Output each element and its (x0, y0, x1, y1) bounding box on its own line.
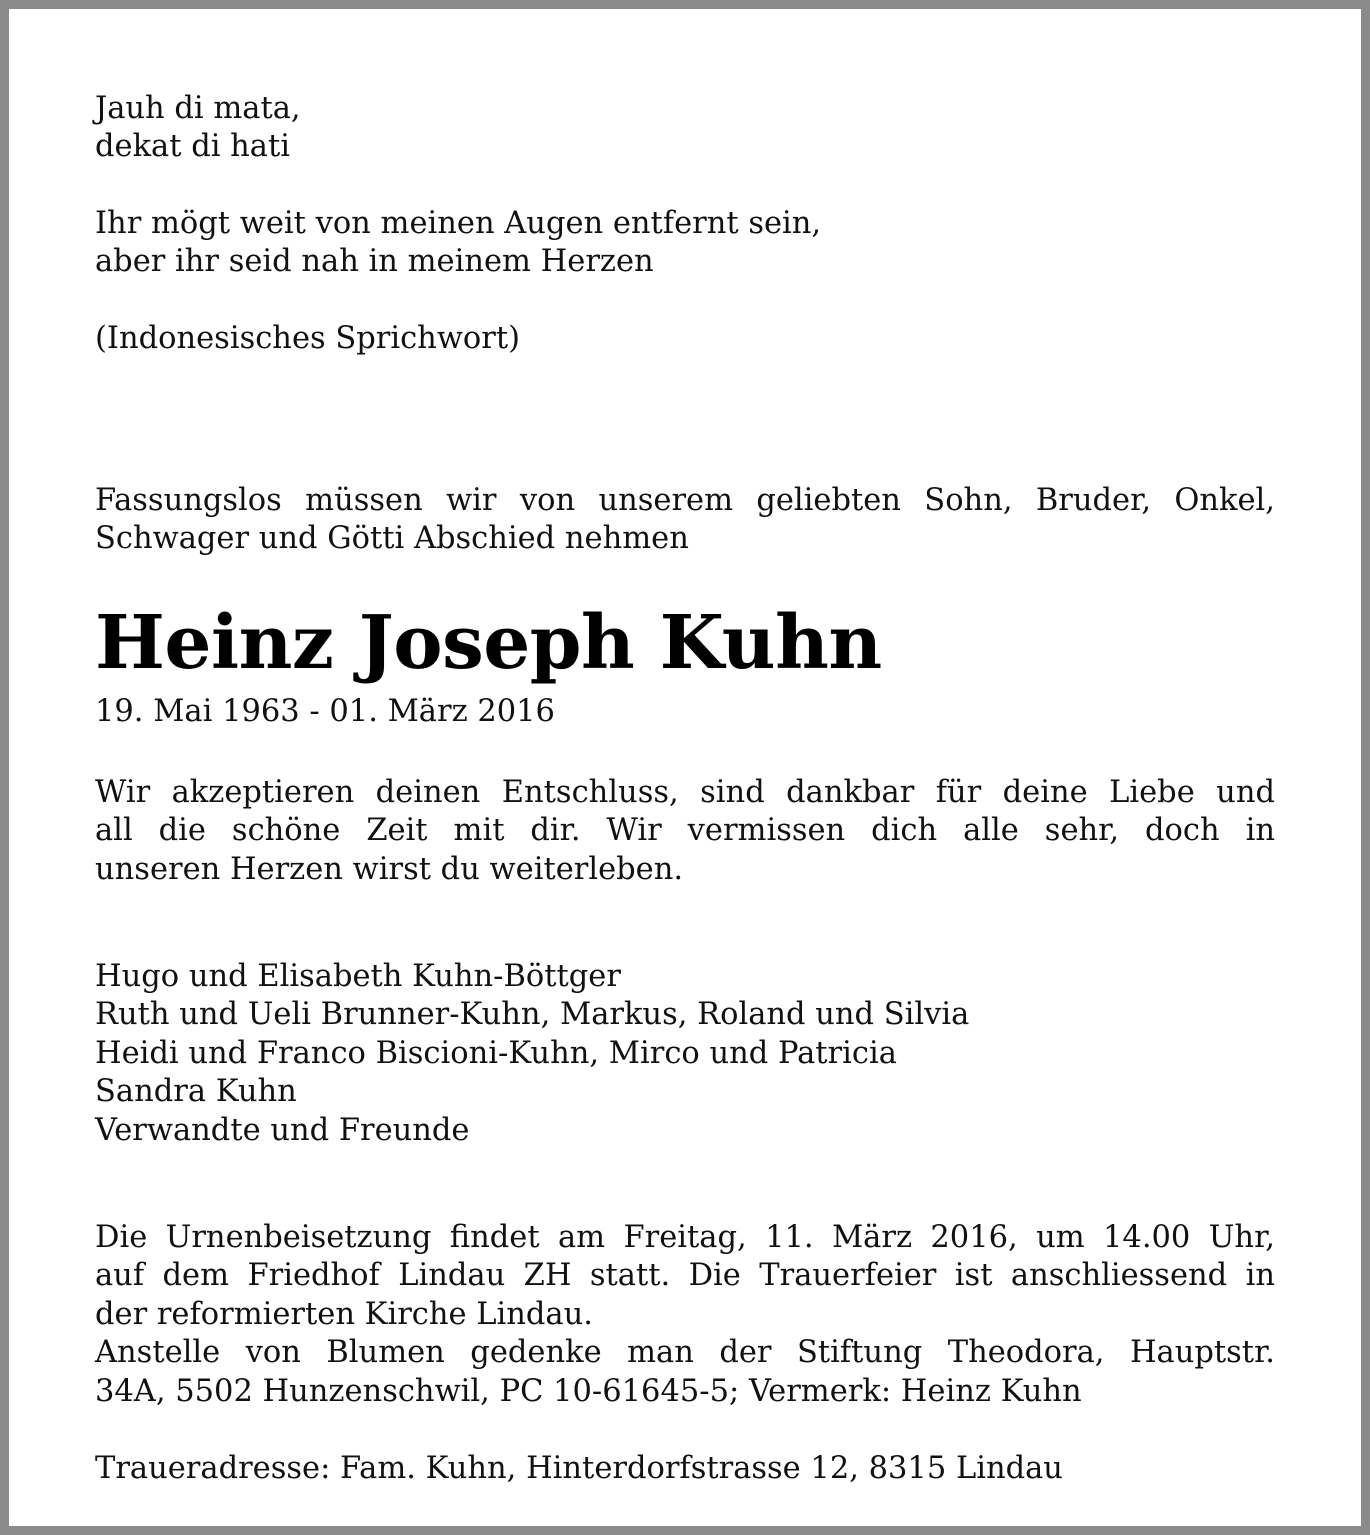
quote-line: aber ihr seid nah in meinem Herzen (95, 244, 654, 280)
intro-line: Schwager und Götti Abschied nehmen (95, 521, 689, 557)
life-dates-text: 19. Mai 1963 - 01. März 2016 (95, 694, 555, 729)
quote-source-text: (Indonesisches Sprichwort) (95, 321, 521, 356)
quote-indonesian (95, 90, 1275, 167)
ceremony-line: Die Urnenbeisetzung findet am Freitag, 11. März 2016, um 14.00 Uhr, (95, 1220, 1275, 1255)
mourning-address (95, 1450, 1275, 1488)
mourner-entry: Heidi und Franco Biscioni-Kuhn, Mirco und Patricia (95, 1035, 897, 1071)
ceremony-line: der reformierten Kirche Lindau. (95, 1296, 593, 1332)
life-dates (95, 693, 1275, 731)
quote-line: Ihr mögt weit von meinen Augen entfernt sein, (95, 206, 822, 241)
deceased-name: Heinz Joseph Kuhn (95, 600, 882, 686)
obituary-page (9, 9, 1361, 1526)
message-line: Wir akzeptieren deinen Entschluss, sind dankbar für deine Liebe und (95, 775, 1275, 810)
farewell-message (95, 774, 1275, 889)
mourner-entry: Ruth und Ueli Brunner-Kuhn, Markus, Roland und Silvia (95, 997, 970, 1033)
quote-line: Jauh di mata, (95, 91, 301, 126)
ceremony-info (95, 1219, 1275, 1411)
quote-line: dekat di hati (95, 129, 291, 165)
intro-paragraph (95, 482, 1275, 559)
mourner-entry: Hugo und Elisabeth Kuhn-Böttger (95, 959, 621, 994)
quote-german (95, 205, 1275, 282)
intro-line: Fassungslos müssen wir von unserem geliebten Sohn, Bruder, Onkel, (95, 483, 1275, 518)
mourner-entry: Sandra Kuhn (95, 1074, 297, 1110)
message-line: all die schöne Zeit mit dir. Wir vermissen dich alle sehr, doch in (95, 813, 1275, 849)
ceremony-line: auf dem Friedhof Lindau ZH statt. Die Trauerfeier ist anschliessend in (95, 1258, 1275, 1294)
address-text: Traueradresse: Fam. Kuhn, Hinterdorfstrasse 12, 8315 Lindau (95, 1451, 1063, 1486)
mourners-list (95, 958, 1275, 1150)
donation-line: 34A, 5502 Hunzenschwil, PC 10-61645-5; Vermerk: Heinz Kuhn (95, 1373, 1082, 1409)
message-line: unseren Herzen wirst du weiterleben. (95, 851, 684, 887)
quote-source (95, 320, 1275, 358)
mourner-entry: Verwandte und Freunde (95, 1112, 470, 1148)
donation-line: Anstelle von Blumen gedenke man der Stiftung Theodora, Hauptstr. (95, 1335, 1275, 1371)
